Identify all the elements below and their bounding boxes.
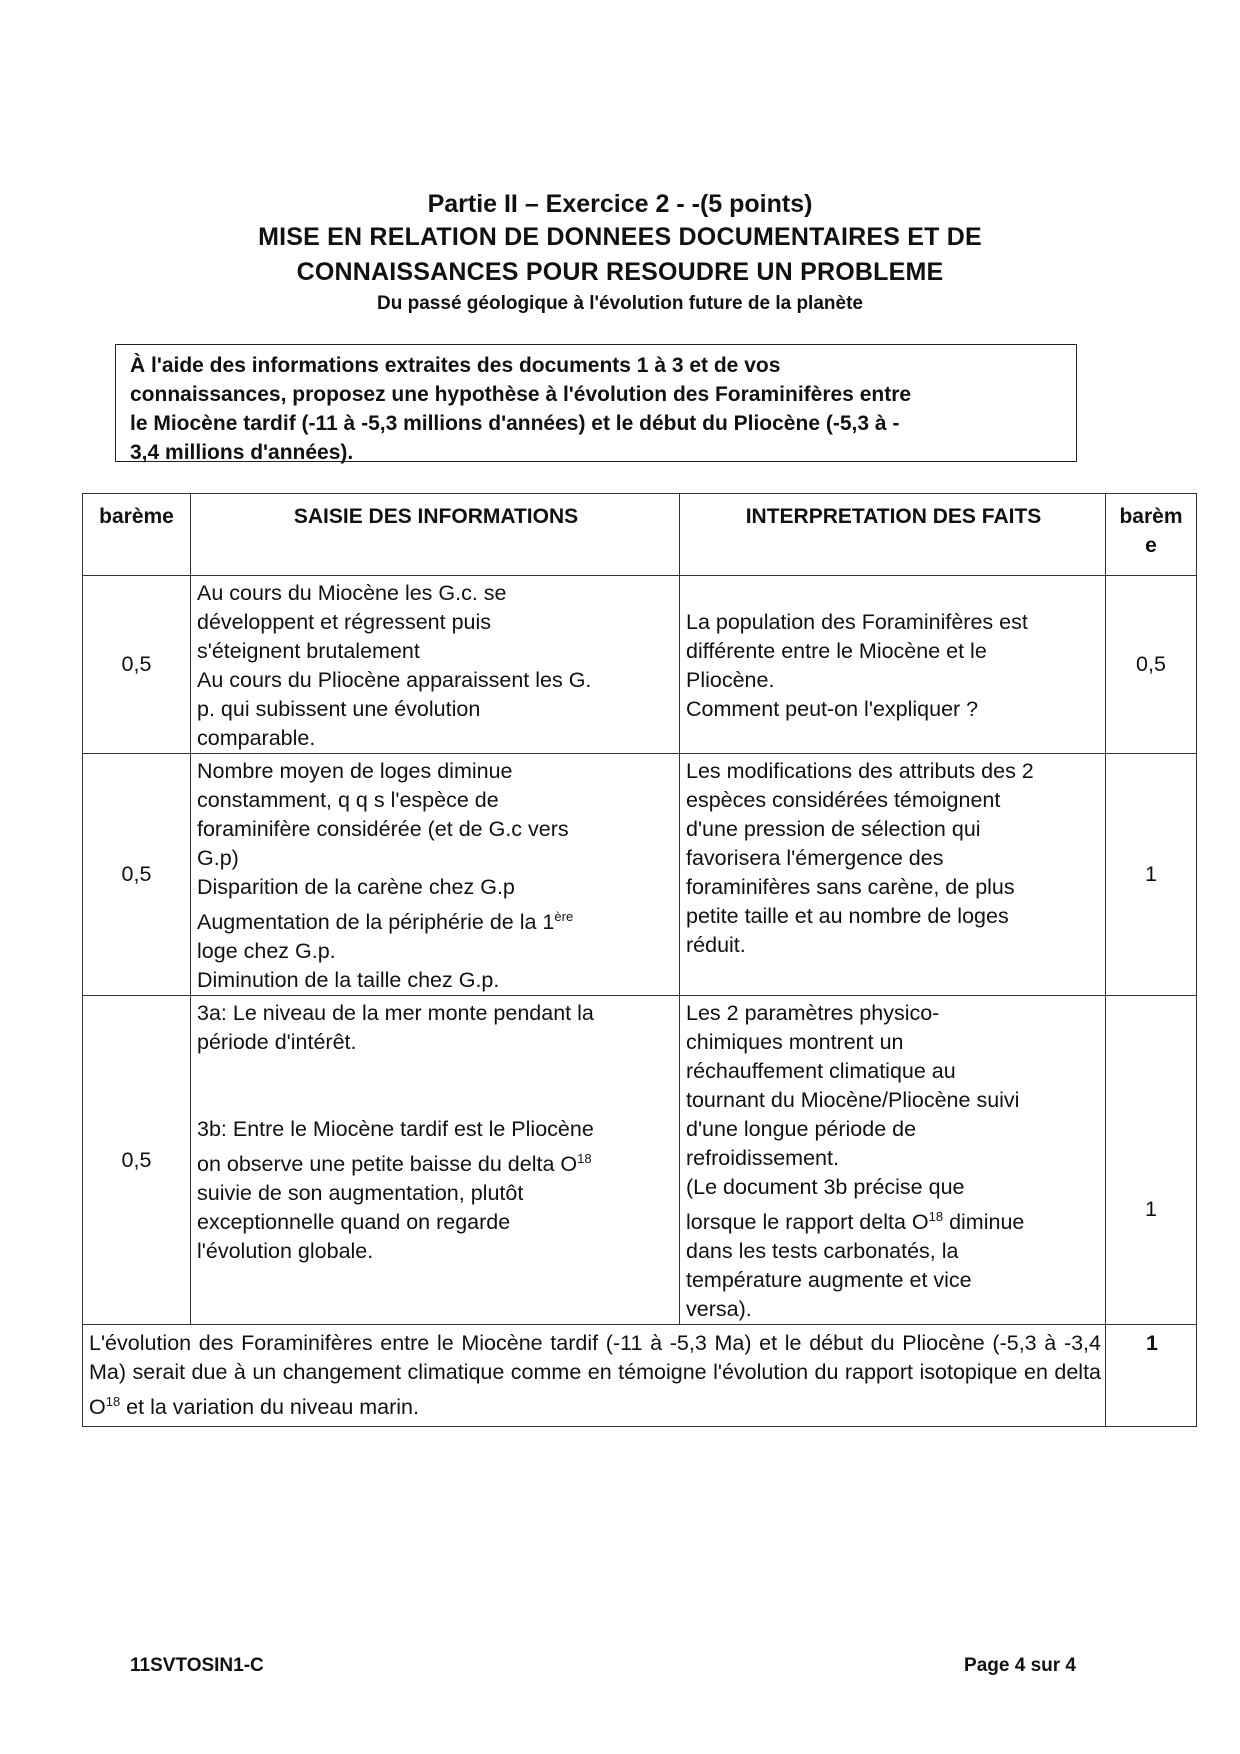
text-line: La population des Foraminifères est xyxy=(686,610,1028,634)
question-line: le Miocène tardif (-11 à -5,3 millions d'années) et le début du Pliocène (-5,3 à - xyxy=(130,412,900,435)
conclusion-text xyxy=(83,1325,1106,1427)
table-header-row xyxy=(83,494,1197,576)
text-line: température augmente et vice xyxy=(686,1268,972,1293)
row2-bareme-right: 1 xyxy=(1106,754,1197,996)
text-line: 3a: Le niveau de la mer monte pendant la xyxy=(197,1001,594,1026)
text-line xyxy=(197,1144,675,1179)
text-run: diminue xyxy=(949,1210,1025,1235)
subtitle-line-2: CONNAISSANCES POUR RESOUDRE UN PROBLEME xyxy=(296,258,944,286)
text-line: Au cours du Miocène les G.c. se xyxy=(197,581,507,605)
header-bareme-right-line2: e xyxy=(1145,534,1157,557)
text-line: Disparition de la carène chez G.p xyxy=(197,875,515,899)
subtitle-line-3: Du passé géologique à l'évolution future de la planète xyxy=(377,293,863,314)
table-row xyxy=(83,576,1197,754)
text-line: réduit. xyxy=(686,933,746,957)
text-line: p. qui subissent une évolution xyxy=(197,697,481,721)
text-line: foraminifères sans carène, de plus xyxy=(686,875,1015,899)
text-run: et la variation du niveau marin. xyxy=(120,1395,419,1420)
exercise-title: Partie II – Exercice 2 - -(5 points) xyxy=(427,190,813,218)
text-line: suivie de son augmentation, plutôt xyxy=(197,1181,524,1206)
header-saisie: SAISIE DES INFORMATIONS xyxy=(191,494,680,576)
row1-bareme-right: 0,5 xyxy=(1106,576,1197,754)
text-line: comparable. xyxy=(197,726,316,750)
row3-bareme-right: 1 xyxy=(1106,996,1197,1325)
table-row xyxy=(83,996,1197,1325)
table-row xyxy=(83,754,1197,996)
header-bareme-right-line1: barèm xyxy=(1119,505,1183,528)
text-run: L'évolution des Foraminifères entre le Miocène tardif (-11 à -5,3 Ma) et le début du Pliocène (-5,3 à -3,4 Ma) serait due à un changement climatique comme en témoigne l'évolution du rapport isotopique en delta O xyxy=(89,1331,1101,1420)
text-line: (Le document 3b précise que xyxy=(686,1175,965,1200)
text-line: l'évolution globale. xyxy=(197,1239,374,1264)
row3-interpretation xyxy=(680,996,1106,1325)
question-line: connaissances, proposez une hypothèse à l'évolution des Foraminifères entre xyxy=(130,383,912,406)
text-line: Comment peut-on l'expliquer ? xyxy=(686,697,979,721)
text-line xyxy=(686,1202,1101,1237)
text-line: tournant du Miocène/Pliocène suivi xyxy=(686,1088,1020,1113)
question-line: À l'aide des informations extraites des documents 1 à 3 et de vos xyxy=(130,354,781,377)
row1-interpretation xyxy=(680,576,1106,754)
text-line: différente entre le Miocène et le xyxy=(686,639,987,663)
superscript: 18 xyxy=(577,1151,592,1167)
header-interpretation: INTERPRETATION DES FAITS xyxy=(680,494,1106,576)
row2-bareme-left: 0,5 xyxy=(83,754,191,996)
document-code: 11SVTOSIN1-C xyxy=(130,1655,264,1676)
text-line: Diminution de la taille chez G.p. xyxy=(197,968,500,993)
text-line: d'une pression de sélection qui xyxy=(686,817,981,841)
text-line: G.p) xyxy=(197,846,239,870)
text-line: Au cours du Pliocène apparaissent les G. xyxy=(197,668,592,692)
text-line xyxy=(197,902,675,937)
text-run: lorsque le rapport delta O xyxy=(686,1210,929,1235)
text-line: Pliocène. xyxy=(686,668,775,692)
row2-saisie xyxy=(191,754,680,996)
text-line: 3b: Entre le Miocène tardif est le Pliocène xyxy=(197,1117,594,1142)
text-line: réchauffement climatique au xyxy=(686,1059,956,1084)
header-bareme-right xyxy=(1106,494,1197,576)
text-line: d'une longue période de xyxy=(686,1117,917,1142)
page-number: Page 4 sur 4 xyxy=(964,1655,1076,1676)
text-run: on observe une petite baisse du delta O xyxy=(197,1152,578,1177)
superscript: ère xyxy=(554,909,574,924)
text-line: constamment, q q s l'espèce de xyxy=(197,788,499,812)
header-bareme-left: barème xyxy=(83,494,191,576)
text-line: Les modifications des attributs des 2 xyxy=(686,759,1034,783)
text-line: dans les tests carbonatés, la xyxy=(686,1239,959,1264)
text-line: Nombre moyen de loges diminue xyxy=(197,759,513,783)
text-line: versa). xyxy=(686,1297,752,1322)
answer-table xyxy=(82,493,1197,1427)
row2-interpretation xyxy=(680,754,1106,996)
row1-bareme-left: 0,5 xyxy=(83,576,191,754)
text-line: exceptionnelle quand on regarde xyxy=(197,1210,511,1235)
text-line: petite taille et au nombre de loges xyxy=(686,904,1009,928)
question-box xyxy=(115,344,1077,462)
question-line: 3,4 millions d'années). xyxy=(130,441,354,464)
text-run: Augmentation de la périphérie de la 1 xyxy=(197,910,555,935)
text-line: développent et régressent puis xyxy=(197,610,492,634)
superscript: 18 xyxy=(928,1209,944,1225)
row3-bareme-left: 0,5 xyxy=(83,996,191,1325)
row3-saisie xyxy=(191,996,680,1325)
text-line: foraminifère considérée (et de G.c vers xyxy=(197,817,569,841)
text-line: période d'intérêt. xyxy=(197,1030,357,1055)
subtitle-line-1: MISE EN RELATION DE DONNEES DOCUMENTAIRES ET DE xyxy=(258,223,982,251)
conclusion-row xyxy=(83,1325,1197,1427)
conclusion-bareme: 1 xyxy=(1106,1325,1197,1427)
text-line: s'éteignent brutalement xyxy=(197,639,420,663)
text-line: chimiques montrent un xyxy=(686,1030,904,1055)
text-line: espèces considérées témoignent xyxy=(686,788,1001,812)
text-line: favorisera l'émergence des xyxy=(686,846,944,870)
text-line: loge chez G.p. xyxy=(197,939,336,964)
spacer xyxy=(197,1057,675,1115)
text-line: refroidissement. xyxy=(686,1146,839,1171)
row1-saisie xyxy=(191,576,680,754)
superscript: 18 xyxy=(105,1394,121,1410)
text-line: Les 2 paramètres physico- xyxy=(686,1001,940,1026)
